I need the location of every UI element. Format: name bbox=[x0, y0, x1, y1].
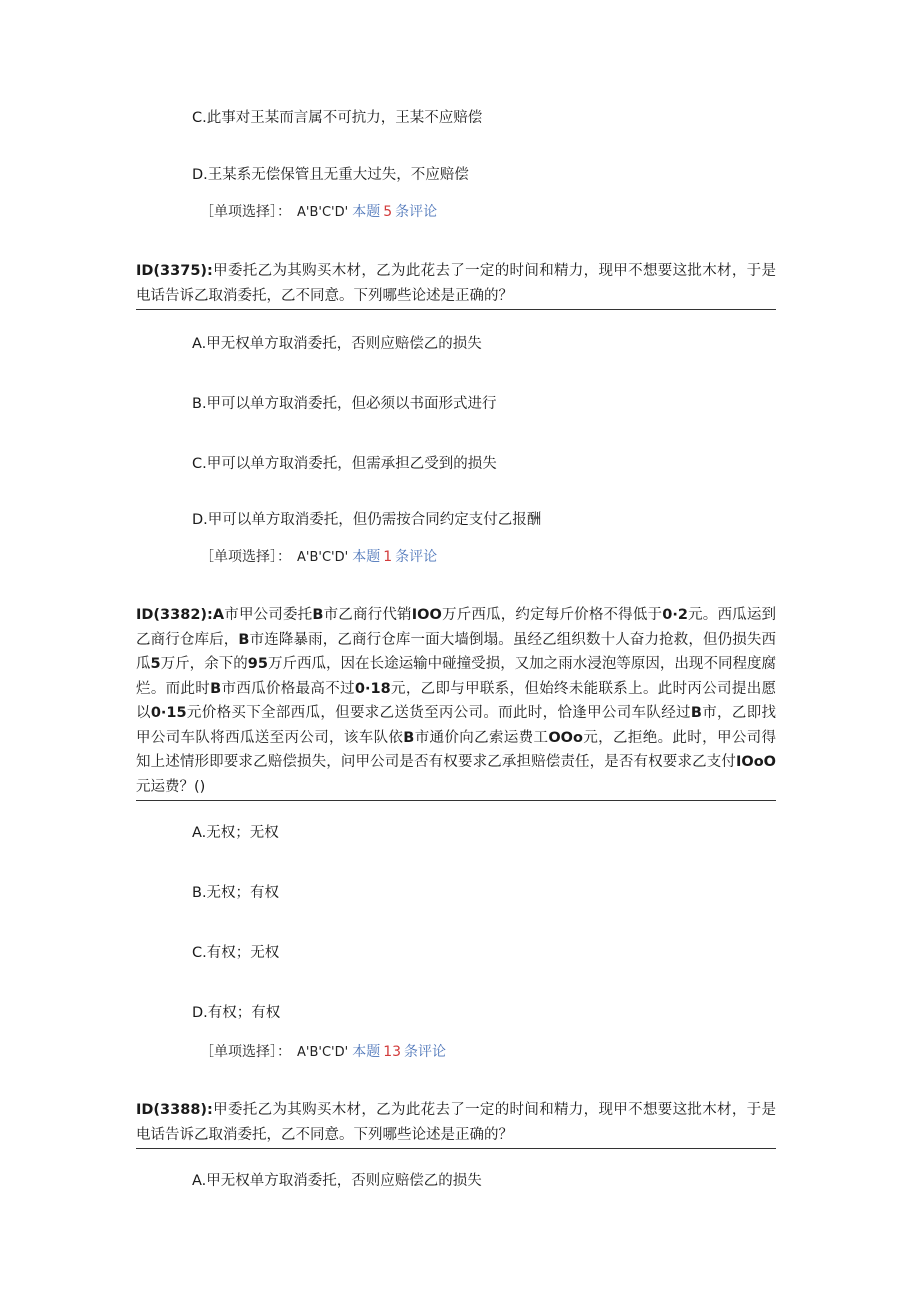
comment-count: 13 bbox=[383, 1044, 402, 1060]
option-d[interactable]: D.王某系无偿保管且无重大过失，不应赔偿 bbox=[192, 167, 469, 183]
text: 元，乙即与甲联系，但始终未能联系上。此时丙公司提出愿以 bbox=[136, 680, 777, 721]
comment-count: 5 bbox=[383, 204, 393, 220]
text: 元，乙拒绝。此时，甲公司得知上述情形即要求乙赔偿损失，问甲公司是否有权要求乙承担赔偿责任，是否有权要求乙支付 bbox=[136, 729, 777, 770]
text-bold: 95 bbox=[247, 656, 268, 672]
comment-prefix: 本题 bbox=[352, 549, 381, 565]
question-id: ID(3375): bbox=[136, 263, 213, 279]
comment-prefix: 本题 bbox=[352, 204, 381, 220]
text-bold: 5 bbox=[150, 656, 161, 672]
text: 万斤西瓜，因在长途运输中碰撞受损，又加之雨水浸泡等原因，出现不同程度腐烂。而此时 bbox=[136, 656, 777, 697]
question-id: ID(3382): bbox=[136, 607, 213, 623]
question-3382 bbox=[136, 603, 776, 801]
question-id: ID(3388): bbox=[136, 1102, 213, 1118]
question-type-label: ［单项选择］： bbox=[200, 549, 291, 565]
option-b[interactable]: B.甲可以单方取消委托，但必须以书面形式进行 bbox=[192, 396, 497, 412]
text-bold: B bbox=[312, 607, 324, 623]
text-bold: B bbox=[690, 705, 702, 721]
question-3388 bbox=[136, 1098, 776, 1149]
question-type-label: ［单项选择］： bbox=[200, 1044, 291, 1060]
comment-prefix: 本题 bbox=[352, 1044, 381, 1060]
option-d[interactable]: D.有权；有权 bbox=[192, 1005, 281, 1021]
text-bold: 0·15 bbox=[150, 705, 187, 721]
question-text: 甲委托乙为其购买木材，乙为此花去了一定的时间和精力，现甲不想要这批木材，于是电话告诉乙取消委托，乙不同意。下列哪些论述是正确的？ bbox=[136, 1102, 776, 1143]
option-a[interactable]: A.甲无权单方取消委托，否则应赔偿乙的损失 bbox=[192, 336, 482, 352]
text: 万斤西瓜，约定每斤价格不得低于 bbox=[441, 607, 663, 623]
text-bold: B bbox=[403, 729, 415, 746]
text-bold: IOoO bbox=[735, 754, 776, 770]
option-c[interactable]: C.甲可以单方取消委托，但需承担乙受到的损失 bbox=[192, 456, 497, 472]
comment-suffix: 条评论 bbox=[395, 204, 438, 220]
comment-link[interactable] bbox=[352, 549, 437, 565]
option-b[interactable]: B.无权；有权 bbox=[192, 885, 280, 901]
text: 市，乙即找甲公司车队将西瓜送至丙公司，该车队依 bbox=[136, 705, 777, 746]
text-bold: OOo bbox=[548, 729, 583, 746]
text-bold: IOO bbox=[411, 607, 442, 623]
text-bold: B bbox=[210, 680, 222, 697]
text: 市甲公司委托 bbox=[224, 607, 313, 623]
text-bold: 0·2 bbox=[662, 607, 688, 623]
answer-choices[interactable]: A'B'C'D' bbox=[297, 550, 349, 565]
comment-link[interactable] bbox=[352, 204, 437, 220]
text: 万斤，余下的 bbox=[160, 656, 248, 672]
text: 市乙商行代销 bbox=[323, 607, 412, 623]
option-c[interactable]: C.此事对王某而言属不可抗力，王某不应赔偿 bbox=[192, 110, 483, 126]
text: 市连降暴雨，乙商行仓库一面大墙倒塌。虽经乙组织数十人奋力抢救，但仍损失西瓜 bbox=[136, 631, 777, 672]
text-bold: B bbox=[238, 631, 250, 648]
text: 市通价向乙索运费工 bbox=[414, 729, 549, 746]
option-c[interactable]: C.有权；无权 bbox=[192, 945, 280, 961]
text: 市西瓜价格最高不过 bbox=[221, 680, 355, 697]
text-bold: A bbox=[212, 607, 225, 623]
text-bold: 0·18 bbox=[354, 680, 391, 697]
option-a[interactable]: A.无权；无权 bbox=[192, 825, 279, 841]
question-meta bbox=[200, 1042, 446, 1063]
option-d[interactable]: D.甲可以单方取消委托，但仍需按合同约定支付乙报酬 bbox=[192, 512, 542, 528]
question-meta bbox=[200, 202, 437, 223]
comment-suffix: 条评论 bbox=[404, 1044, 447, 1060]
question-meta bbox=[200, 547, 437, 568]
question-text: 甲委托乙为其购买木材，乙为此花去了一定的时间和精力，现甲不想要这批木材，于是电话告诉乙取消委托，乙不同意。下列哪些论述是正确的？ bbox=[136, 263, 776, 304]
comment-count: 1 bbox=[383, 549, 393, 565]
answer-choices[interactable]: A'B'C'D' bbox=[297, 205, 349, 220]
comment-link[interactable] bbox=[352, 1044, 446, 1060]
answer-choices[interactable]: A'B'C'D' bbox=[297, 1045, 349, 1060]
question-type-label: ［单项选择］： bbox=[200, 204, 291, 220]
text: 元价格买下全部西瓜，但要求乙送货至丙公司。而此时，恰逢甲公司车队经过 bbox=[186, 705, 691, 721]
text: 元。西瓜运到乙商行仓库后， bbox=[136, 607, 777, 648]
comment-suffix: 条评论 bbox=[395, 549, 438, 565]
text: 元运费？() bbox=[136, 778, 206, 795]
question-3375 bbox=[136, 259, 776, 310]
option-a[interactable]: A.甲无权单方取消委托，否则应赔偿乙的损失 bbox=[192, 1173, 482, 1189]
